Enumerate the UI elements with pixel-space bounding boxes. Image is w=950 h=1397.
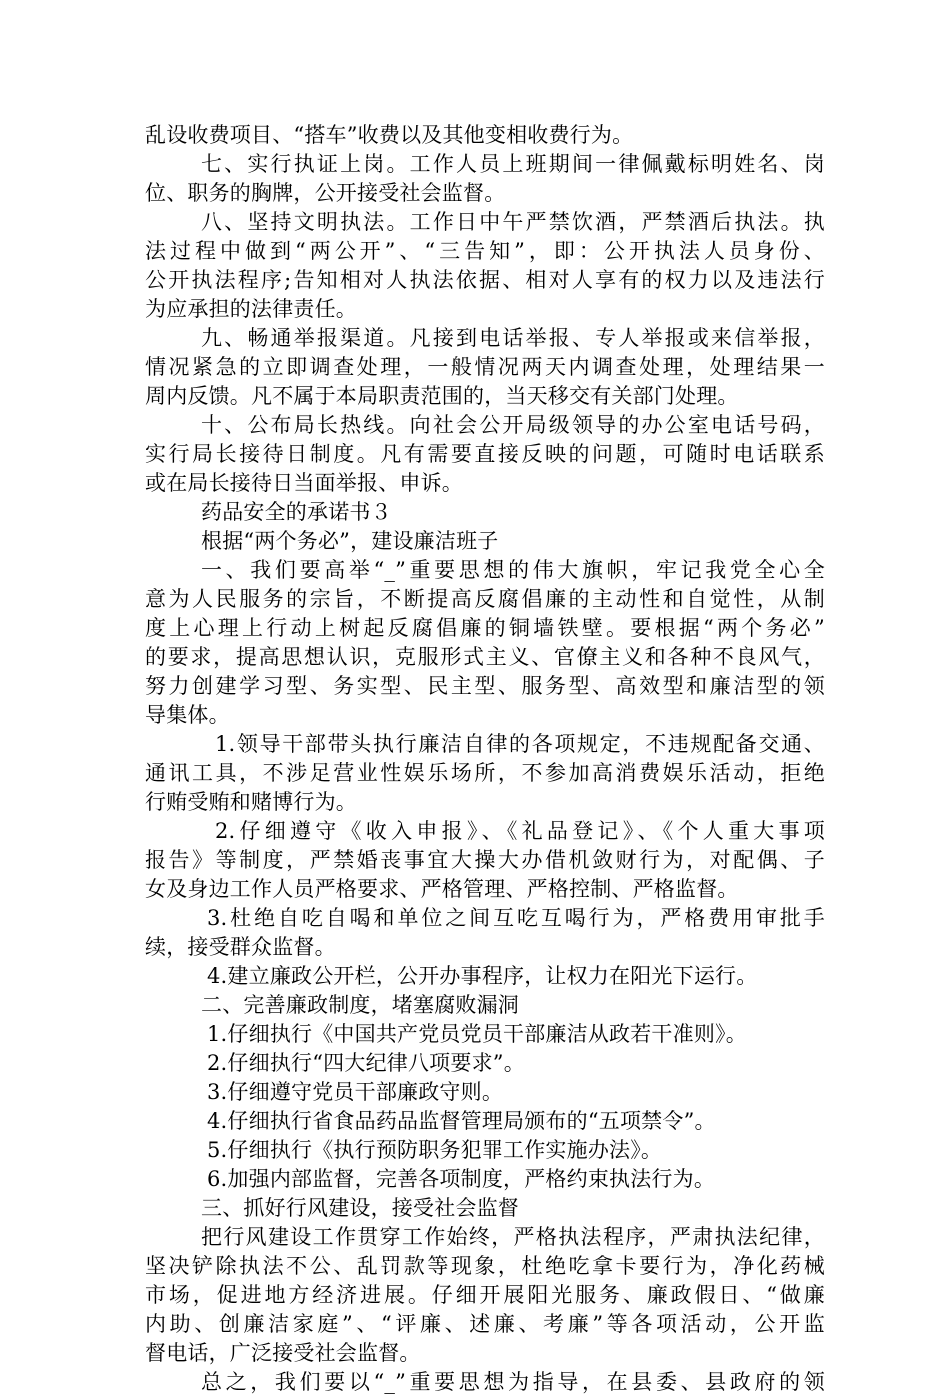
text-line: 市场，促进地方经济进展。仔细开展阳光服务、廉政假日、“做廉 [145,1283,825,1307]
text-line: 女及身边工作人员严格要求、严格管理、严格控制、严格监督。 [145,877,739,901]
text-line: 努力创建学习型、务实型、民主型、服务型、高效型和廉洁型的领 [145,674,825,698]
text-line: 总之，我们要以“_”重要思想为指导，在县委、县政府的领 [201,1370,825,1394]
text-line: 督电话，广泛接受社会监督。 [145,1341,421,1365]
text-line: 乱设收费项目、“搭车”收费以及其他变相收费行为。 [145,123,634,147]
text-line: 意为人民服务的宗旨，不断提高反腐倡廉的主动性和自觉性，从制 [145,587,825,611]
text-line: 2.仔细遵守《收入申报》、《礼品登记》、《个人重大事项 [215,819,825,843]
text-line: 通讯工具，不涉足营业性娱乐场所，不参加高消费娱乐活动，拒绝 [145,761,825,785]
text-line: 导集体。 [145,703,230,727]
text-line: 根据“两个务必”，建设廉洁班子 [201,529,499,553]
text-line: 3.仔细遵守党员干部廉政守则。 [207,1080,504,1104]
text-line: 十、公布局长热线。向社会公开局级领导的办公室电话号码， [201,413,825,437]
text-line: 七、实行执证上岗。工作人员上班期间一律佩戴标明姓名、岗 [201,152,825,176]
text-line: 三、抓好行风建设，接受社会监督 [201,1196,519,1220]
text-line: 4.建立廉政公开栏，公开办事程序，让权力在阳光下运行。 [207,964,758,988]
text-line: 为应承担的法律责任。 [145,297,357,321]
text-line: 度上心理上行动上树起反腐倡廉的铜墙铁壁。要根据“两个务必” [145,616,825,640]
text-line: 行贿受贿和赌博行为。 [145,790,357,814]
text-line: 或在局长接待日当面举报、申诉。 [145,471,463,495]
text-line: 1.领导干部带头执行廉洁自律的各项规定，不违规配备交通、 [215,732,825,756]
text-line: 坚决铲除执法不公、乱罚款等现象，杜绝吃拿卡要行为，净化药械 [145,1254,825,1278]
text-line: 情况紧急的立即调查处理，一般情况两天内调查处理，处理结果一 [145,355,825,379]
text-line: 内助、创廉洁家庭”、“评廉、述廉、考廉”等各项活动，公开监 [145,1312,825,1336]
text-line: 法过程中做到“两公开”、“三告知”，即：公开执法人员身份、 [145,239,825,263]
text-line: 一、我们要高举“_”重要思想的伟大旗帜，牢记我党全心全 [201,558,825,582]
document-body [145,121,825,1397]
text-line: 续，接受群众监督。 [145,935,336,959]
text-line: 实行局长接待日制度。凡有需要直接反映的问题，可随时电话联系 [145,442,825,466]
text-line: 6.加强内部监督，完善各项制度，严格约束执法行为。 [207,1167,716,1191]
text-line: 公开执法程序;告知相对人执法依据、相对人享有的权力以及违法行 [145,268,825,292]
text-line: 4.仔细执行省食品药品监督管理局颁布的“五项禁令”。 [207,1109,716,1133]
text-line: 把行风建设工作贯穿工作始终，严格执法程序，严肃执法纪律， [201,1225,825,1249]
text-line: 二、完善廉政制度，堵塞腐败漏洞 [201,993,519,1017]
text-line: 周内反馈。凡不属于本局职责范围的，当天移交有关部门处理。 [145,384,739,408]
text-line: 位、职务的胸牌，公开接受社会监督。 [145,181,506,205]
text-line: 2.仔细执行“四大纪律八项要求”。 [207,1051,525,1075]
text-line: 3.杜绝自吃自喝和单位之间互吃互喝行为，严格费用审批手 [207,906,825,930]
text-line: 1.仔细执行《中国共产党员党员干部廉洁从政若干准则》。 [207,1022,747,1046]
text-line: 的要求，提高思想认识，克服形式主义、官僚主义和各种不良风气， [145,645,825,669]
text-line: 药品安全的承诺书３ [201,500,392,524]
text-line: 5.仔细执行《执行预防职务犯罪工作实施办法》。 [207,1138,663,1162]
text-line: 报告》等制度，严禁婚丧事宜大操大办借机敛财行为，对配偶、子 [145,848,825,872]
text-line: 九、畅通举报渠道。凡接到电话举报、专人举报或来信举报， [201,326,825,350]
text-line: 八、坚持文明执法。工作日中午严禁饮酒，严禁酒后执法。执 [201,210,825,234]
